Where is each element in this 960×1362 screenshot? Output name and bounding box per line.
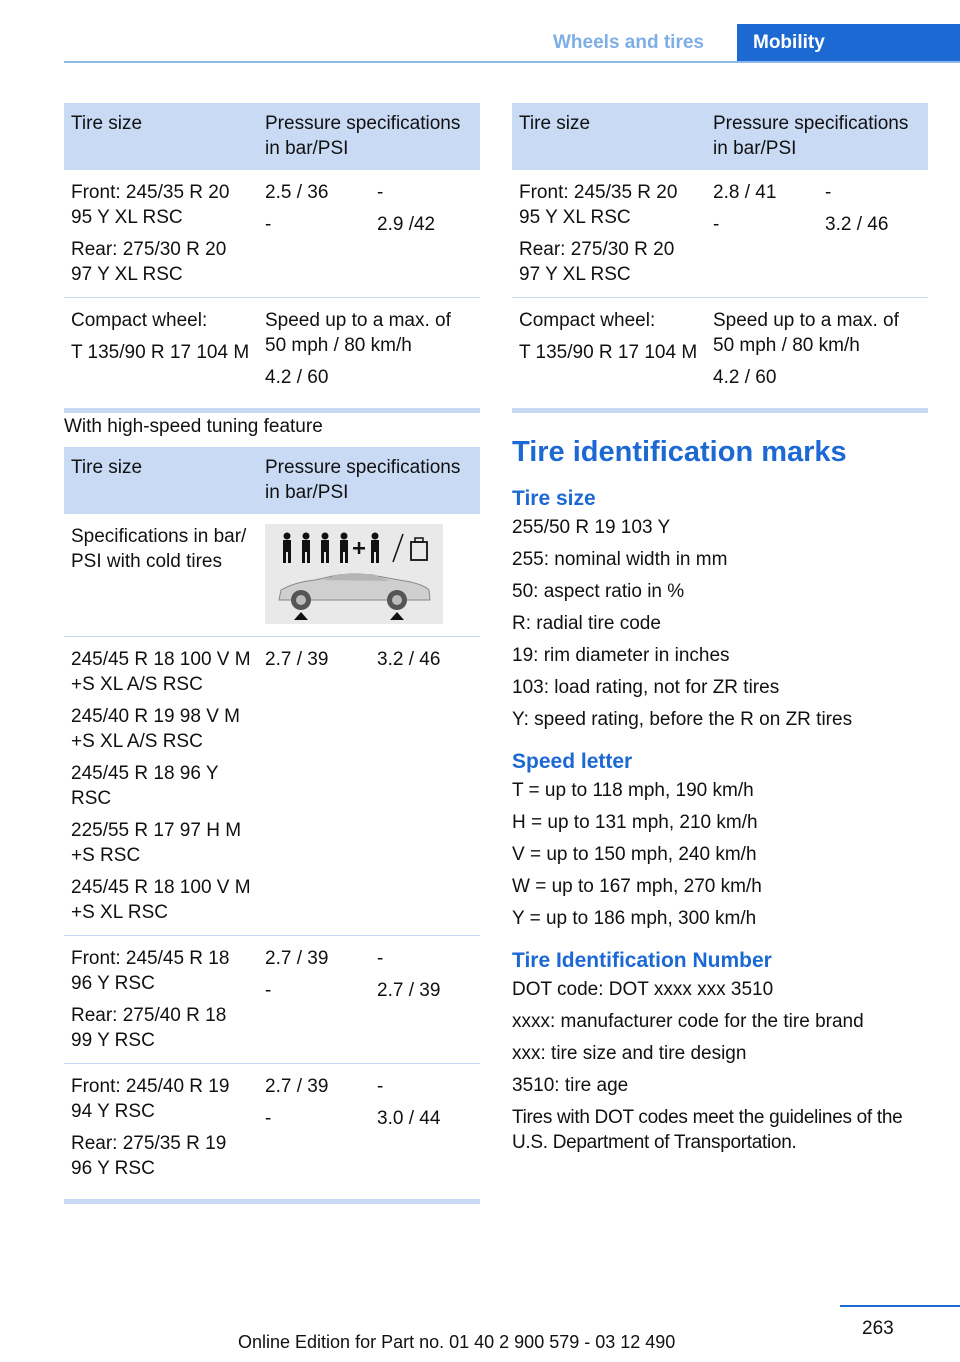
pressure-value: 4.2 / 60 (265, 367, 329, 388)
text-line: Y = up to 186 mph, 300 km/h (512, 908, 757, 929)
pressure-value: 4.2 / 60 (713, 367, 777, 388)
col-header-tire-size: Tire size (64, 103, 258, 170)
pressure-value: 3.2 / 46 (377, 649, 441, 670)
col-header-tire-size: Tire size (512, 103, 706, 170)
text-line: 19: rim diameter in inches (512, 645, 730, 666)
subheading-speed-letter: Speed letter (512, 750, 633, 773)
text-line: 50: aspect ratio in % (512, 581, 685, 602)
tire-size: T 135/90 R 17 104 M (519, 342, 698, 363)
subheading-tin: Tire Identification Number (512, 949, 772, 972)
tire-size: Rear: 275/35 R 19 96 Y RSC (71, 1133, 227, 1179)
pressure-value: - (377, 182, 384, 203)
tire-size: Front: 245/35 R 20 95 Y XL RSC (519, 182, 678, 228)
text-line: DOT code: DOT xxxx xxx 3510 (512, 979, 774, 1000)
pressure-value: 2.7 / 39 (377, 980, 441, 1001)
vehicle-load-icon (265, 524, 443, 624)
table-row (512, 170, 928, 298)
tire-size: Front: 245/45 R 18 96 Y RSC (71, 948, 230, 994)
text-line: H = up to 131 mph, 210 km/h (512, 812, 758, 833)
footer-rule (840, 1305, 960, 1307)
text-line: xxx: tire size and tire design (512, 1043, 747, 1064)
pressure-value: - (265, 214, 272, 235)
pressure-value: 2.5 / 36 (265, 182, 329, 203)
section-heading: Tire identification marks (512, 436, 847, 468)
col-header-pressure: Pressure specifications in bar/PSI (258, 103, 480, 170)
left-bottom-block (64, 416, 480, 1204)
header-rule (64, 61, 960, 63)
tire-size: 245/45 R 18 100 V M +S XL A/S RSC (71, 649, 251, 695)
pressure-value: 2.7 / 39 (265, 1076, 329, 1097)
text-line: V = up to 150 mph, 240 km/h (512, 844, 757, 865)
pressure-value: - (377, 1076, 384, 1097)
pressure-table-high-speed (64, 447, 480, 1204)
right-top-table-block (512, 103, 928, 413)
text-line: Y: speed rating, before the R on ZR tires (512, 709, 853, 730)
tire-size: T 135/90 R 17 104 M (71, 342, 250, 363)
pressure-table-standard (64, 103, 480, 413)
table-row (64, 298, 480, 411)
table-row (64, 514, 480, 637)
table-row (64, 936, 480, 1064)
pressure-value: 3.2 / 46 (825, 214, 889, 235)
table-row (64, 170, 480, 298)
tire-size: Rear: 275/40 R 18 99 Y RSC (71, 1005, 227, 1051)
text-line: 255/50 R 19 103 Y (512, 517, 671, 538)
section-title: Wheels and tires (553, 32, 704, 53)
pressure-value: - (825, 182, 832, 203)
col-header-tire-size: Tire size (64, 447, 258, 514)
pressure-value: - (713, 214, 720, 235)
tire-size: Front: 245/35 R 20 95 Y XL RSC (71, 182, 230, 228)
subheading-tire-size: Tire size (512, 487, 596, 510)
tire-size: 245/45 R 18 96 Y RSC (71, 763, 219, 809)
text-line: xxxx: manufacturer code for the tire brand (512, 1011, 864, 1032)
text-line: 103: load rating, not for ZR tires (512, 677, 780, 698)
text-line: Tires with DOT codes meet the guidelines of the U.S. Department of Transportation. (512, 1107, 903, 1153)
pressure-value: 3.0 / 44 (377, 1108, 441, 1129)
tin-group (512, 949, 928, 1155)
page-header (0, 24, 960, 62)
text-line: R: radial tire code (512, 613, 661, 634)
page-number: 263 (862, 1318, 894, 1339)
col-header-pressure: Pressure specifications in bar/PSI (258, 447, 480, 514)
text-line: 255: nominal width in mm (512, 549, 728, 570)
tire-marks-section (512, 436, 928, 1173)
speed-limit-note: Speed up to a max. of 50 mph / 80 km/h (713, 310, 899, 356)
tire-size: Rear: 275/30 R 20 97 Y XL RSC (71, 239, 227, 285)
pressure-value: 2.7 / 39 (265, 948, 329, 969)
pressure-value: 2.8 / 41 (713, 182, 777, 203)
tire-size: Rear: 275/30 R 20 97 Y XL RSC (519, 239, 675, 285)
pressure-value: 2.9 /42 (377, 214, 436, 235)
text-line: W = up to 167 mph, 270 km/h (512, 876, 762, 897)
tire-size: 225/55 R 17 97 H M +S RSC (71, 820, 242, 866)
speed-letter-group (512, 750, 928, 931)
col-header-pressure: Pressure specifications in bar/PSI (706, 103, 928, 170)
table-row (64, 1064, 480, 1202)
tire-size: Compact wheel: (71, 310, 208, 331)
table-row (64, 637, 480, 936)
text-line: T = up to 118 mph, 190 km/h (512, 780, 754, 801)
left-top-table-block (64, 103, 480, 413)
tire-size: 245/45 R 18 100 V M +S XL RSC (71, 877, 251, 923)
pressure-value: 2.7 / 39 (265, 649, 329, 670)
tire-size: Compact wheel: (519, 310, 656, 331)
pressure-value: - (265, 980, 272, 1001)
pressure-value: - (377, 948, 384, 969)
spec-label: Specifications in bar/ PSI with cold tires (71, 526, 247, 572)
tire-size-group (512, 487, 928, 732)
tire-size: Front: 245/40 R 19 94 Y RSC (71, 1076, 230, 1122)
table-row (512, 298, 928, 411)
text-line: 3510: tire age (512, 1075, 629, 1096)
tire-size: 245/40 R 19 98 V M +S XL A/S RSC (71, 706, 240, 752)
chapter-tab: Mobility (737, 24, 960, 61)
table-caption: With high-speed tuning feature (64, 416, 323, 437)
speed-limit-note: Speed up to a max. of 50 mph / 80 km/h (265, 310, 451, 356)
pressure-table-alt (512, 103, 928, 413)
pressure-value: - (265, 1108, 272, 1129)
edition-note: Online Edition for Part no. 01 40 2 900 579 - 03 12 490 (238, 1332, 676, 1352)
